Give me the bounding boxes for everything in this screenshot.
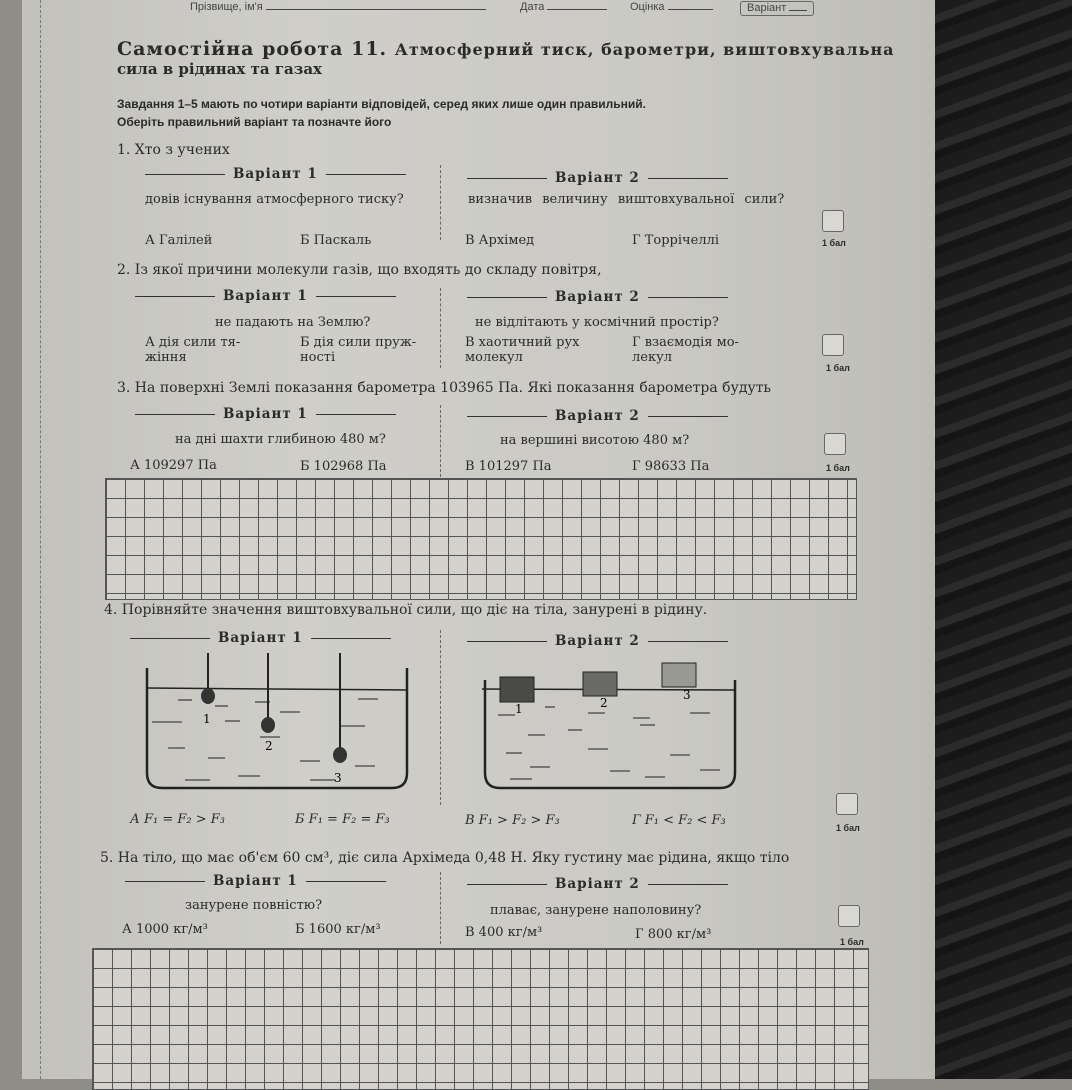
variant-1-text: довів існування атмосферного тиску? — [145, 192, 404, 207]
block-3 — [662, 663, 696, 687]
block-label: 2 — [600, 696, 608, 710]
vessel-suspended-balls-diagram — [140, 648, 410, 793]
option-b[interactable]: Б F₁ = F₂ = F₃ — [295, 812, 390, 827]
working-grid[interactable] — [105, 478, 857, 600]
question-3: 3. На поверхні Землі показання барометра 103965 Па. Які показання барометра будуть — [117, 380, 772, 396]
variant-divider — [440, 288, 441, 368]
variant-2-text: на вершині висотою 480 м? — [500, 433, 690, 448]
variant-2-text: визначив величину виштовхувальної сили? — [468, 192, 785, 207]
option-a[interactable]: А дія сили тя-жіння — [145, 335, 241, 365]
instructions-line-2: Оберіть правильний варіант та позначте його — [117, 115, 392, 129]
points-label: 1 бал — [822, 238, 846, 248]
variant-divider — [440, 405, 441, 477]
background-surface — [935, 0, 1072, 1079]
variant-1-heading: Варіант 1 — [125, 873, 386, 889]
points-label: 1 бал — [826, 363, 850, 373]
cut-line — [40, 0, 41, 1079]
answer-box[interactable] — [836, 793, 858, 815]
question-2: 2. Із якої причини молекули газів, що входять до складу повітря, — [117, 262, 602, 278]
option-a[interactable]: А Галілей — [145, 233, 213, 248]
option-d[interactable]: Г 98633 Па — [632, 459, 710, 474]
variant-1-heading: Варіант 1 — [135, 288, 396, 304]
option-c[interactable]: В 101297 Па — [465, 459, 552, 474]
page-title: Самостійна робота 11. Атмосферний тиск, барометри, виштовхувальна — [117, 38, 895, 60]
variant-1-heading: Варіант 1 — [130, 630, 391, 646]
variant-2-heading: Варіант 2 — [467, 876, 728, 892]
ball-label: 2 — [265, 739, 273, 753]
option-c[interactable]: В хаотичний рух молекул — [465, 335, 580, 365]
ball-1 — [201, 688, 215, 704]
ball-label: 3 — [334, 771, 342, 785]
variant-2-text: плаває, занурене наполовину? — [490, 903, 702, 918]
points-label: 1 бал — [826, 463, 850, 473]
variant-field[interactable] — [740, 1, 814, 16]
variant-2-heading: Варіант 2 — [467, 633, 728, 649]
vessel-outline — [147, 668, 407, 788]
ball-2 — [261, 717, 275, 733]
option-a[interactable]: А F₁ = F₂ > F₃ — [130, 812, 225, 827]
vessel-floating-blocks-diagram — [470, 655, 745, 795]
option-d[interactable]: Г Торрічеллі — [632, 233, 720, 248]
variant-1-text: занурене повністю? — [185, 898, 323, 913]
variant-1-heading: Варіант 1 — [135, 406, 396, 422]
variant-2-heading: Варіант 2 — [467, 408, 728, 424]
answer-box[interactable] — [824, 433, 846, 455]
variant-divider — [440, 165, 441, 240]
liquid-surface — [147, 688, 407, 690]
option-b[interactable]: Б дія сили пруж-ності — [300, 335, 417, 365]
option-c[interactable]: В 400 кг/м³ — [465, 925, 543, 940]
instructions-line-1: Завдання 1–5 мають по чотири варіанти відповідей, серед яких лише один правильний. — [117, 97, 646, 111]
points-label: 1 бал — [836, 823, 860, 833]
question-1: 1. Хто з учених — [117, 142, 230, 158]
block-2 — [583, 672, 617, 696]
answer-box[interactable] — [822, 334, 844, 356]
block-label: 3 — [683, 688, 691, 702]
variant-1-text: не падають на Землю? — [215, 315, 371, 330]
ball-3 — [333, 747, 347, 763]
block-label: 1 — [515, 702, 523, 716]
answer-box[interactable] — [838, 905, 860, 927]
points-label: 1 бал — [840, 937, 864, 947]
option-a[interactable]: А 1000 кг/м³ — [122, 922, 208, 937]
ball-label: 1 — [203, 712, 211, 726]
grade-field[interactable] — [630, 1, 713, 14]
variant-1-text: на дні шахти глибиною 480 м? — [175, 432, 386, 447]
option-d[interactable]: Г взаємодія мо-лекул — [632, 335, 739, 365]
question-5: 5. На тіло, що має об'єм 60 см³, діє сила Архімеда 0,48 Н. Яку густину має рідина, якщо тіло — [100, 850, 790, 866]
variant-2-text: не відлітають у космічний простір? — [475, 315, 719, 330]
option-a[interactable]: А 109297 Па — [130, 458, 217, 473]
variant-2-heading: Варіант 2 — [467, 170, 728, 186]
option-d[interactable]: Г 800 кг/м³ — [635, 927, 712, 942]
variant-divider — [440, 630, 441, 805]
name-label: Прізвище, ім'я — [190, 1, 263, 13]
option-c[interactable]: В Архімед — [465, 233, 535, 248]
variant-label: Варіант — [747, 2, 787, 14]
working-grid[interactable] — [92, 948, 869, 1090]
question-4: 4. Порівняйте значення виштовхувальної сили, що діє на тіла, занурені в рідину. — [104, 602, 708, 618]
option-b[interactable]: Б 102968 Па — [300, 459, 387, 474]
variant-2-heading: Варіант 2 — [467, 289, 728, 305]
page-subtitle: сила в рідинах та газах — [117, 60, 322, 78]
option-b[interactable]: Б Паскаль — [300, 233, 372, 248]
block-1 — [500, 677, 534, 702]
variant-divider — [440, 872, 441, 944]
variant-1-heading: Варіант 1 — [145, 166, 406, 182]
option-d[interactable]: Г F₁ < F₂ < F₃ — [632, 813, 726, 828]
date-label: Дата — [520, 1, 545, 13]
date-field[interactable] — [520, 1, 607, 14]
name-field[interactable] — [190, 1, 486, 14]
answer-box[interactable] — [822, 210, 844, 232]
grade-label: Оцінка — [630, 1, 665, 13]
option-b[interactable]: Б 1600 кг/м³ — [295, 922, 381, 937]
option-c[interactable]: В F₁ > F₂ > F₃ — [465, 813, 560, 828]
